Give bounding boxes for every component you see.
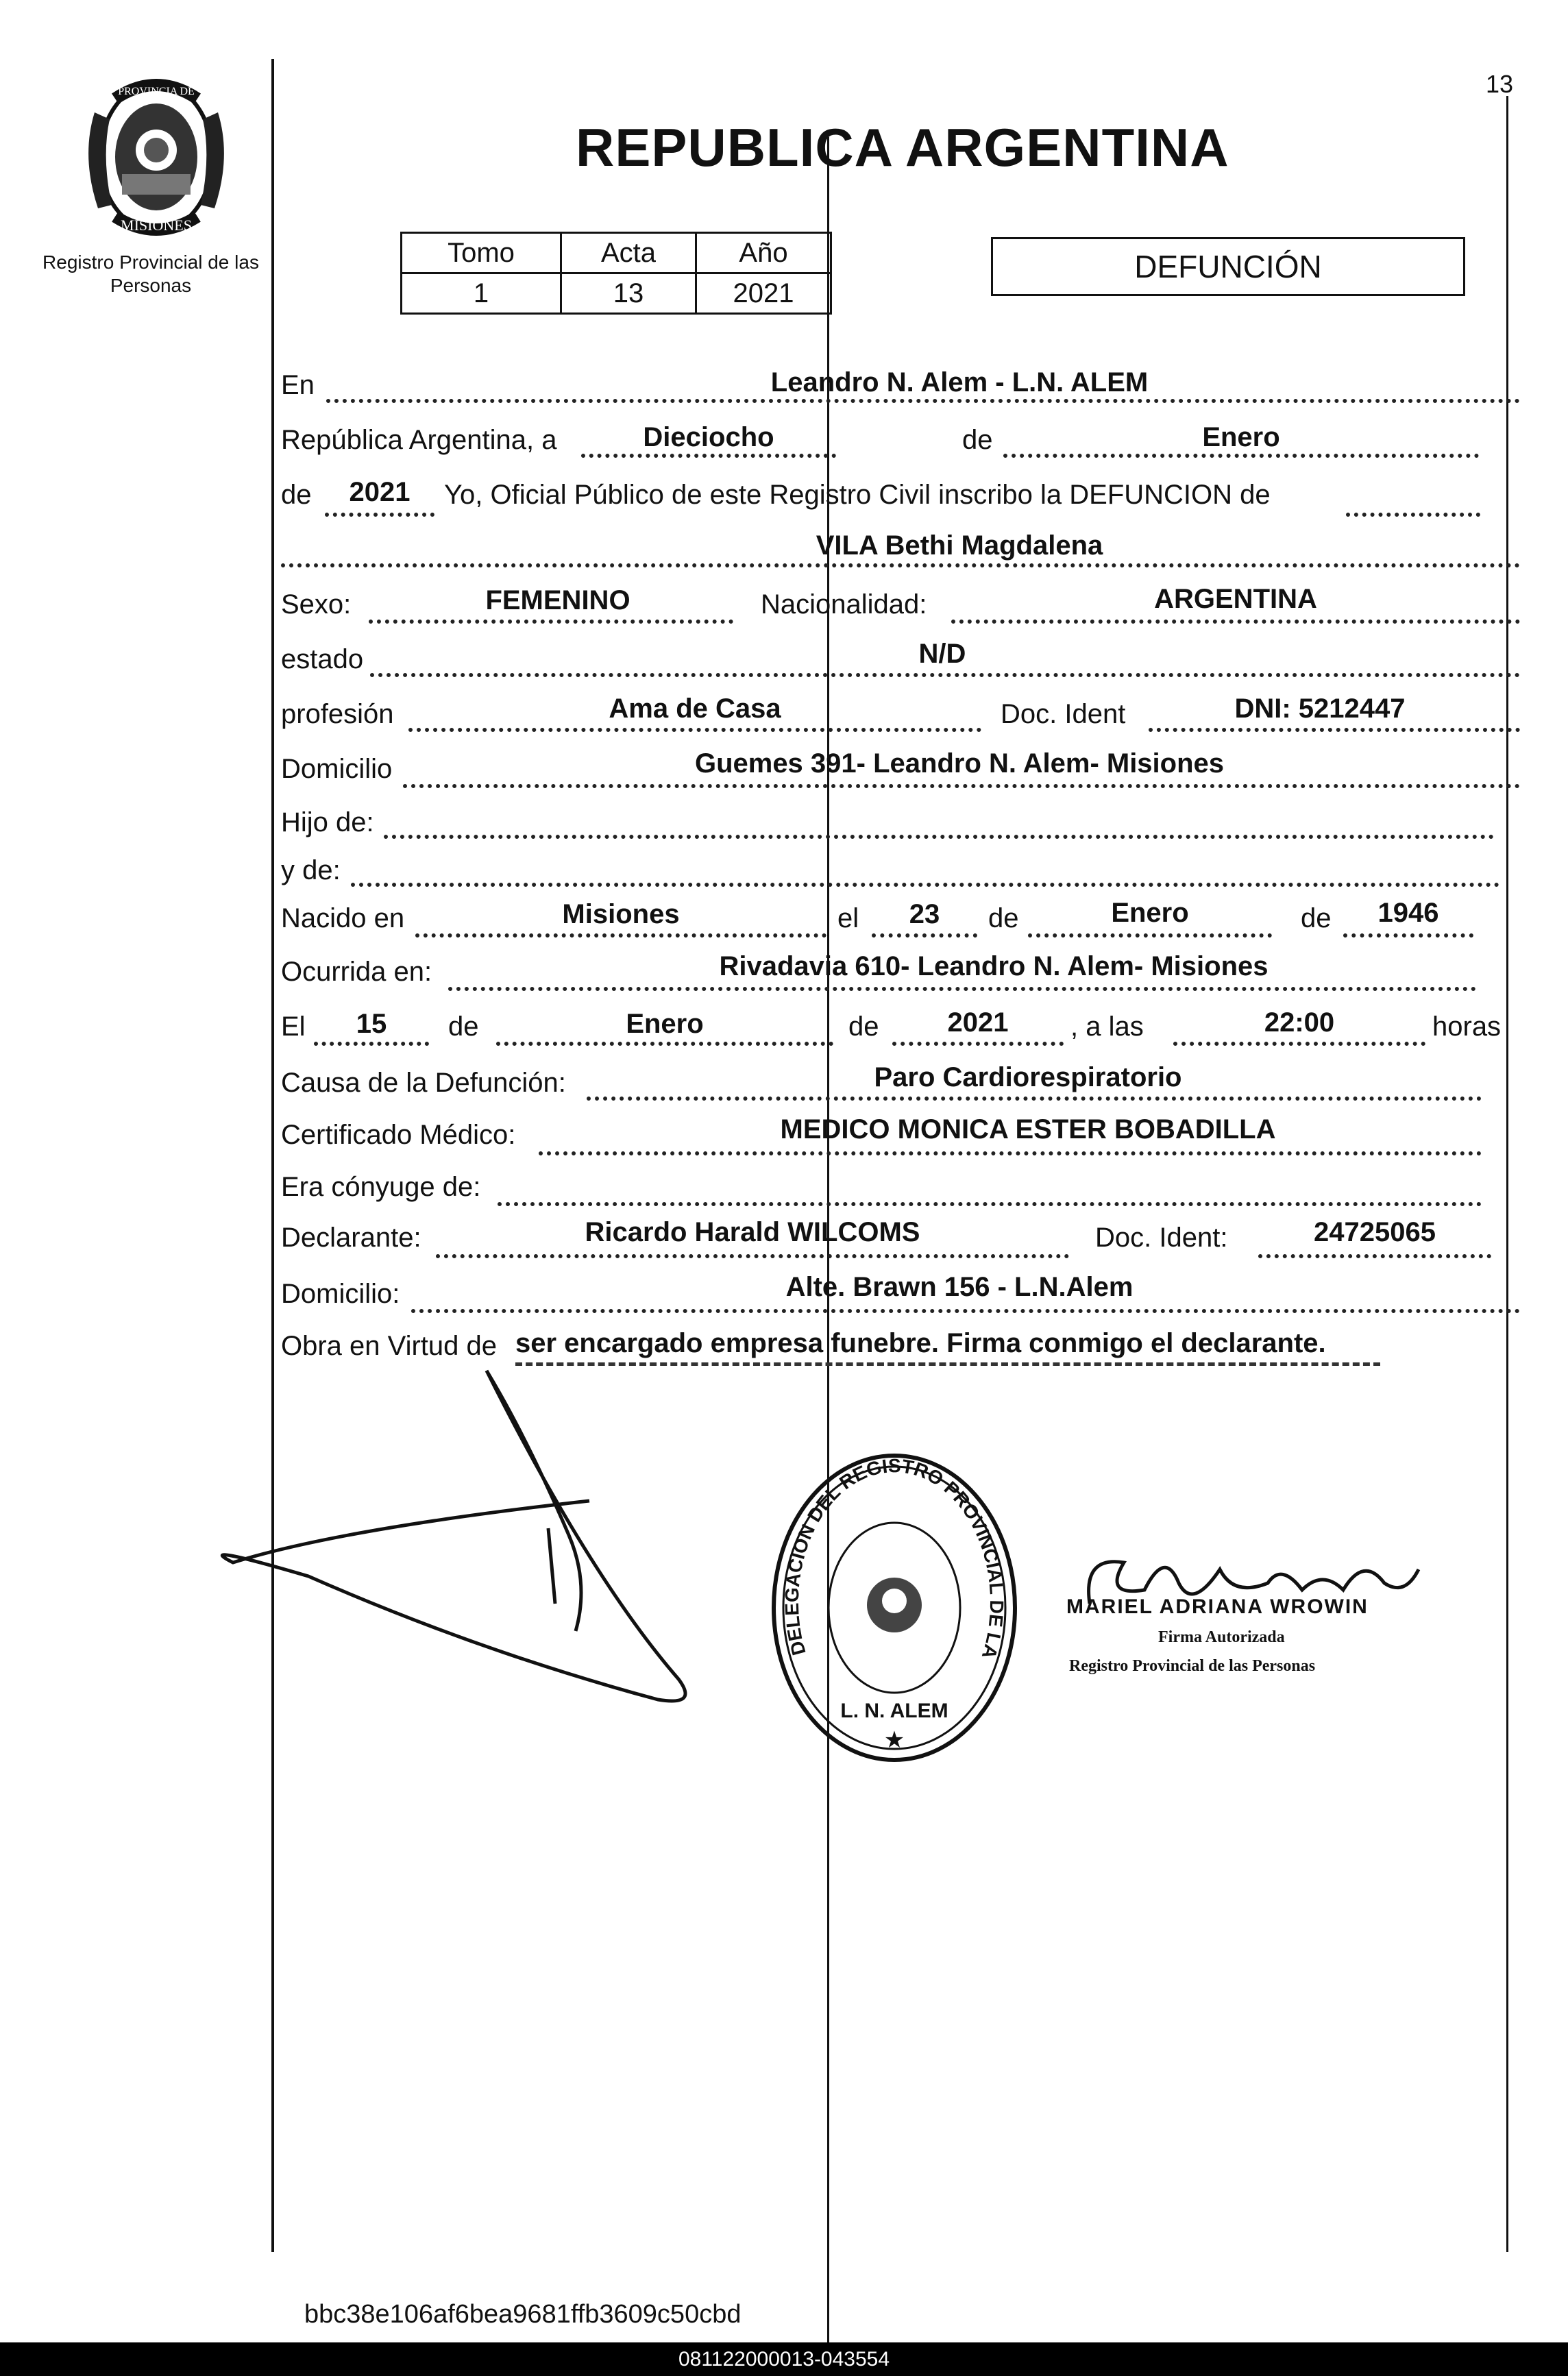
left-margin-line xyxy=(271,59,274,2252)
year-value: 2021 xyxy=(349,477,411,507)
svg-text:MISIONES: MISIONES xyxy=(121,217,192,234)
de-label: de xyxy=(848,1012,879,1042)
death-time-value: 22:00 xyxy=(1264,1007,1335,1038)
dotted-line xyxy=(1258,1254,1491,1258)
deceased-name-value: VILA Bethi Magdalena xyxy=(816,530,1103,561)
de-label: de xyxy=(281,480,312,510)
dotted-line xyxy=(1149,728,1520,732)
doc-ident-value: DNI: 5212447 xyxy=(1234,694,1406,724)
stamp-inner-text: L. N. ALEM xyxy=(840,1700,948,1722)
dotted-line xyxy=(951,620,1520,624)
nacido-lugar-value: Misiones xyxy=(562,899,680,929)
domicilio-label: Domicilio xyxy=(281,754,393,784)
de-label: de xyxy=(448,1012,479,1042)
certificado-value: MEDICO MONICA ESTER BOBADILLA xyxy=(780,1114,1276,1144)
page-title: REPUBLICA ARGENTINA xyxy=(576,117,1229,177)
dotted-line xyxy=(325,513,434,517)
nacido-mes-value: Enero xyxy=(1111,898,1189,928)
profesion-value: Ama de Casa xyxy=(609,694,781,724)
record-type-box: DEFUNCIÓN xyxy=(991,237,1465,296)
dotted-line xyxy=(326,399,1520,403)
table-header-tomo: Tomo xyxy=(402,233,561,273)
dotted-line xyxy=(415,933,826,938)
obra-value: ser encargado empresa funebre. Firma conmigo el declarante. xyxy=(515,1328,1326,1358)
registry-table xyxy=(400,232,832,315)
stamp-outer-text: DELEGACION DEL REGISTRO PROVINCIAL DE LA xyxy=(781,1455,1008,1662)
republica-label: República Argentina, a xyxy=(281,425,557,455)
nacido-label: Nacido en xyxy=(281,903,405,933)
day-words-value: Dieciocho xyxy=(643,422,774,452)
nacionalidad-label: Nacionalidad: xyxy=(761,589,927,620)
el-label: el xyxy=(837,903,859,933)
dotted-line xyxy=(581,454,836,458)
dotted-line xyxy=(369,620,733,624)
obra-label: Obra en Virtud de xyxy=(281,1331,498,1361)
certificado-label: Certificado Médico: xyxy=(281,1120,516,1150)
official-office: Registro Provincial de las Personas xyxy=(1069,1657,1316,1675)
domicilio2-value: Alte. Brawn 156 - L.N.Alem xyxy=(785,1272,1134,1302)
declarante-label: Declarante: xyxy=(281,1223,421,1253)
de-label: de xyxy=(988,903,1019,933)
declarante-value: Ricardo Harald WILCOMS xyxy=(585,1217,920,1247)
svg-text:PROVINCIA DE: PROVINCIA DE xyxy=(118,86,195,97)
dotted-line xyxy=(1346,513,1480,517)
hijo-label: Hijo de: xyxy=(281,807,374,837)
dotted-line xyxy=(314,1042,429,1046)
province-emblem xyxy=(74,71,238,243)
dotted-line xyxy=(403,784,1520,788)
dotted-line xyxy=(498,1202,1482,1206)
death-month-value: Enero xyxy=(626,1009,704,1039)
estado-value: N/D xyxy=(918,639,966,669)
death-year-value: 2021 xyxy=(947,1007,1009,1038)
table-header-anio: Año xyxy=(696,233,831,273)
horas-label: horas xyxy=(1432,1012,1502,1042)
svg-text:★: ★ xyxy=(883,1727,905,1753)
nacionalidad-value: ARGENTINA xyxy=(1154,584,1317,614)
dotted-line xyxy=(1028,933,1272,938)
estado-label: estado xyxy=(281,644,364,674)
table-value-anio: 2021 xyxy=(696,273,831,314)
registry-label: Registro Provincial de las Personas xyxy=(42,252,259,296)
nacido-dia-value: 23 xyxy=(909,899,940,929)
domicilio-value: Guemes 391- Leandro N. Alem- Misiones xyxy=(694,748,1225,779)
death-day-value: 15 xyxy=(356,1009,387,1039)
el-cap-label: El xyxy=(281,1012,306,1042)
declarante-doc-value: 24725065 xyxy=(1314,1217,1436,1247)
conyuge-label: Era cónyuge de: xyxy=(281,1172,481,1202)
footer-code: 081122000013-043554 xyxy=(0,2342,1568,2376)
page-number: 13 xyxy=(1486,70,1514,98)
nacido-anio-value: 1946 xyxy=(1377,898,1439,928)
table-value-tomo: 1 xyxy=(402,273,561,314)
table-header-acta: Acta xyxy=(561,233,696,273)
causa-value: Paro Cardiorespiratorio xyxy=(874,1062,1182,1092)
dotted-line xyxy=(370,673,1520,677)
sexo-label: Sexo: xyxy=(281,589,352,620)
dotted-line xyxy=(1003,454,1479,458)
official-name: MARIEL ADRIANA WROWIN xyxy=(1066,1595,1369,1618)
officer-text: Yo, Oficial Público de este Registro Civil inscribo la DEFUNCION de xyxy=(444,480,1271,510)
ocurrida-label: Ocurrida en: xyxy=(281,957,432,987)
profesion-label: profesión xyxy=(281,699,394,729)
dotted-line xyxy=(411,1309,1520,1313)
sexo-value: FEMENINO xyxy=(485,585,630,615)
y-de-label: y de: xyxy=(281,855,341,885)
official-title: Firma Autorizada xyxy=(1158,1628,1285,1646)
table-value-acta: 13 xyxy=(561,273,696,314)
dotted-line xyxy=(872,933,977,938)
official-stamp xyxy=(765,1447,1024,1768)
month-value: Enero xyxy=(1202,422,1280,452)
dotted-line xyxy=(1173,1042,1425,1046)
dotted-line xyxy=(436,1254,1069,1258)
dotted-line xyxy=(587,1097,1482,1101)
doc-ident-label: Doc. Ident xyxy=(1001,699,1126,729)
right-margin-line xyxy=(1506,96,1508,2252)
document-hash: bbc38e106af6bea9681ffb3609c50cbd xyxy=(304,2300,742,2329)
a-las-label: , a las xyxy=(1070,1012,1144,1042)
domicilio2-label: Domicilio: xyxy=(281,1279,400,1309)
declarante-doc-label: Doc. Ident: xyxy=(1095,1223,1228,1253)
dotted-line xyxy=(448,987,1476,991)
dotted-line xyxy=(496,1042,833,1046)
en-value: Leandro N. Alem - L.N. ALEM xyxy=(770,367,1149,397)
causa-label: Causa de la Defunción: xyxy=(281,1068,566,1098)
de-label: de xyxy=(1301,903,1332,933)
dotted-line xyxy=(408,728,981,732)
ocurrida-value: Rivadavia 610- Leandro N. Alem- Misiones xyxy=(719,951,1269,981)
de-label: de xyxy=(962,425,993,455)
dotted-line xyxy=(384,835,1494,839)
dotted-line xyxy=(892,1042,1064,1046)
dotted-line xyxy=(1343,933,1473,938)
dotted-line xyxy=(281,563,1520,567)
dotted-line xyxy=(351,883,1499,887)
dotted-line xyxy=(539,1151,1482,1155)
en-label: En xyxy=(281,370,315,400)
